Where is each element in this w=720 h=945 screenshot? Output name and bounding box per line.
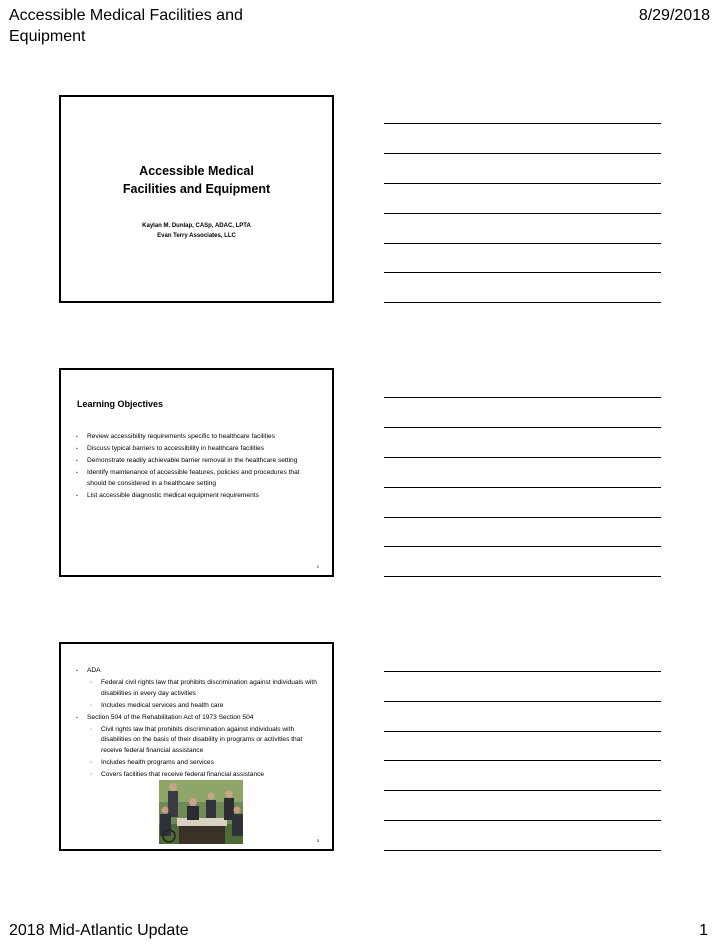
bullet-item: ▪ Discuss typical barriers to accessibility in healthcare facilities <box>75 444 320 455</box>
note-line <box>384 302 661 303</box>
note-line <box>384 272 661 273</box>
photo-illustration <box>159 780 243 844</box>
note-line <box>384 731 661 732</box>
note-line <box>384 820 661 821</box>
presenter-organization: Evan Terry Associates, LLC <box>157 233 236 239</box>
ada-signing-photo <box>159 780 243 844</box>
slide-1-title-line-2: Facilities and Equipment <box>122 182 271 196</box>
slide-1-subtitle <box>61 221 332 241</box>
note-line <box>384 790 661 791</box>
slide-2-heading: Learning Objectives <box>77 399 164 409</box>
footer-page-number: 1 <box>699 922 708 939</box>
slide-1-thumbnail <box>59 95 334 303</box>
note-line <box>384 671 661 672</box>
bullet-item: ▪ List accessible diagnostic medical equipment requirements <box>75 491 320 502</box>
note-line <box>384 183 661 184</box>
presenter-name: Kaylan M. Dunlap, CASp, ADAC, LPTA <box>142 223 251 229</box>
bullet-item: ▪ Demonstrate readily achievable barrier removal in the healthcare setting <box>75 456 320 467</box>
slide-3-number: 3 <box>316 838 319 843</box>
sub-bullet-item: ◦ Civil rights law that prohibits discrimination against individuals with disabilities on the basis of their disability in programs or activities that receive federal financial assistance <box>75 725 320 757</box>
slide-3-thumbnail <box>59 642 334 851</box>
note-line <box>384 701 661 702</box>
sub-bullet-item: ◦ Federal civil rights law that prohibits discrimination against individuals with disabilities in every day activities <box>75 678 320 699</box>
slide-2-thumbnail <box>59 368 334 577</box>
note-line <box>384 517 661 518</box>
note-line <box>384 760 661 761</box>
bullet-item: ▪ Section 504 of the Rehabilitation Act of 1973 Section 504 <box>75 713 320 724</box>
sub-bullet-item: ◦ Includes health programs and services <box>75 758 320 769</box>
note-line <box>384 427 661 428</box>
slide-1-title-line-1: Accessible Medical <box>139 164 254 178</box>
slide-3-bullet-list <box>75 666 320 782</box>
note-line <box>384 213 661 214</box>
bullet-item: ▪ ADA <box>75 666 320 677</box>
bullet-item: ▪ Identify maintenance of accessible features, policies and procedures that should be considered in a healthcare setting <box>75 468 320 489</box>
slide-2-bullet-list <box>75 432 320 503</box>
sub-bullet-item: ◦ Includes medical services and health care <box>75 701 320 712</box>
note-line <box>384 850 661 851</box>
note-line <box>384 123 661 124</box>
note-line <box>384 457 661 458</box>
note-line <box>384 576 661 577</box>
slide-1-title <box>61 162 332 198</box>
note-line <box>384 546 661 547</box>
note-line <box>384 243 661 244</box>
footer-event-name: 2018 Mid-Atlantic Update <box>9 922 189 939</box>
slide-2-number: 2 <box>316 564 319 569</box>
note-line <box>384 397 661 398</box>
note-line <box>384 153 661 154</box>
handout-title: Accessible Medical Facilities and Equipment <box>9 7 243 45</box>
sub-bullet-item: ◦ Covers facilities that receive federal financial assistance <box>75 770 320 781</box>
handout-date: 8/29/2018 <box>638 7 710 24</box>
bullet-item: ▪ Review accessibility requirements specific to healthcare facilities <box>75 432 320 443</box>
note-line <box>384 487 661 488</box>
